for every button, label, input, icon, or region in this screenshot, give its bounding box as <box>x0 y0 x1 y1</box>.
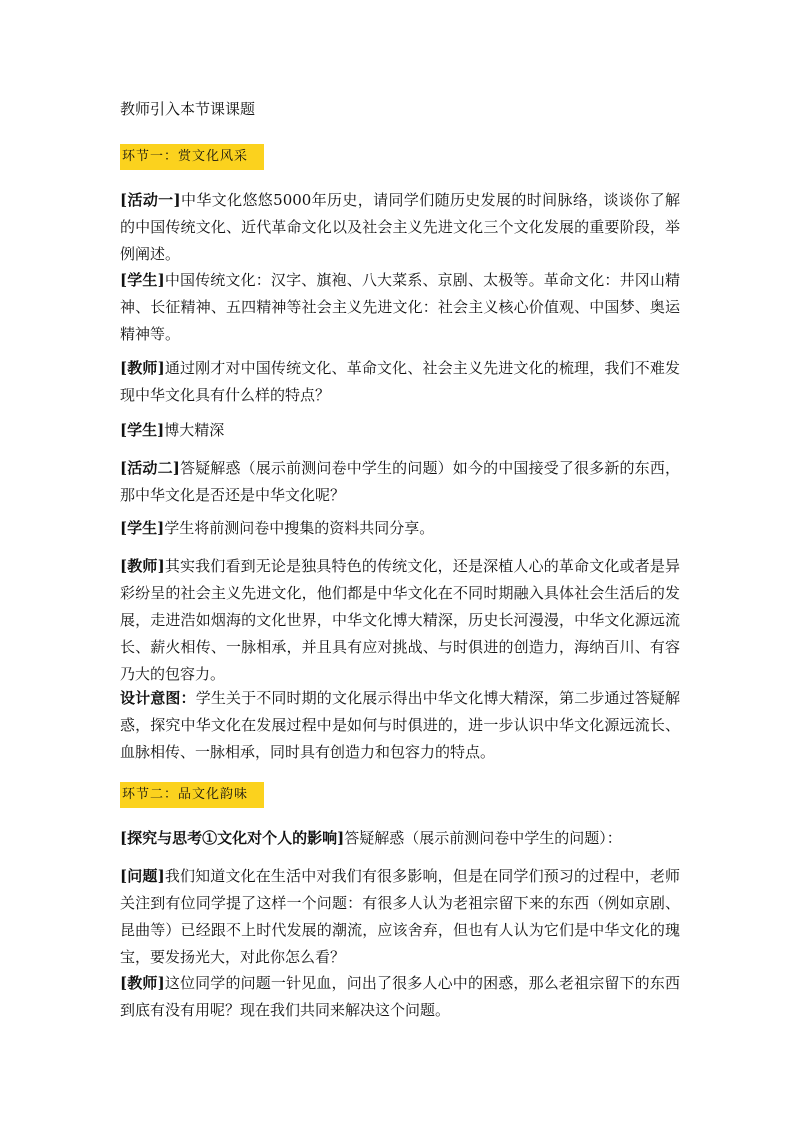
paragraph-text: 通过刚才对中国传统文化、革命文化、社会主义先进文化的梳理，我们不难发现中华文化具有什么样的特点？ <box>120 359 680 404</box>
paragraph-text: 其实我们看到无论是独具特色的传统文化，还是深植人心的革命文化或者是异彩纷呈的社会主义先进文化，他们都是中华文化在不同时期融入具体社会生活后的发展，走进浩如烟海的文化世界，中华文化博大精深，历史长河漫漫，中华文化源远流长、薪火相传、一脉相承，并且具有应对挑战、与时俱进的创造力，海纳百川、有容乃大的包容力。 <box>120 557 680 683</box>
paragraph-tag: [活动一] <box>120 191 181 209</box>
paragraph-text: 答疑解惑（展示前测问卷中学生的问题）： <box>344 829 622 847</box>
intro-text: 教师引入本节课课题 <box>120 100 256 118</box>
section-banner-1: 环节一：赏文化风采 <box>120 144 264 170</box>
paragraph-text: 学生关于不同时期的文化展示得出中华文化博大精深，第二步通过答疑解惑，探究中华文化在发展过程中是如何与时俱进的，进一步认识中华文化源远流长、血脉相传、一脉相承，同时具有创造力和包容力的特点。 <box>120 689 680 761</box>
paragraph-question <box>120 863 680 971</box>
paragraph-tag: [教师] <box>120 974 165 992</box>
paragraph-tag: [活动二] <box>120 459 180 477</box>
paragraph-student-3 <box>120 515 680 542</box>
paragraph-tag: [学生] <box>120 271 165 289</box>
paragraph-tag: [教师] <box>120 557 165 575</box>
paragraph-tag: [探究与思考①文化对个人的影响] <box>120 829 345 847</box>
paragraph-tag: [学生] <box>120 421 165 439</box>
paragraph-activity-1 <box>120 187 680 268</box>
paragraph-student-2 <box>120 417 680 444</box>
paragraph-design-intent <box>120 685 680 766</box>
paragraph-teacher-3 <box>120 970 680 1024</box>
paragraph-text: 中华文化悠悠5000年历史，请同学们随历史发展的时间脉络，谈谈你了解的中国传统文化、近代革命文化以及社会主义先进文化三个文化发展的重要阶段，举例阐述。 <box>120 191 680 263</box>
paragraph-tag: [教师] <box>120 359 165 377</box>
paragraph-text: 学生将前测问卷中搜集的资料共同分享。 <box>164 519 435 537</box>
paragraph-tag: [学生] <box>120 519 165 537</box>
paragraph-tag: 设计意图： <box>120 689 196 707</box>
paragraph-tag: [问题] <box>120 867 165 885</box>
paragraph-text: 这位同学的问题一针见血，问出了很多人心中的困惑，那么老祖宗留下的东西到底有没有用呢？现在我们共同来解决这个问题。 <box>120 974 680 1019</box>
paragraph-activity-2 <box>120 455 680 509</box>
paragraph-teacher-2 <box>120 553 680 688</box>
paragraph-text: 我们知道文化在生活中对我们有很多影响，但是在同学们预习的过程中，老师关注到有位同学提了这样一个问题：有很多人认为老祖宗留下来的东西（例如京剧、昆曲等）已经跟不上时代发展的潮流，应该舍弃，但也有人认为它们是中华文化的瑰宝，要发扬光大，对此你怎么看？ <box>120 867 680 966</box>
paragraph-teacher-1 <box>120 355 680 409</box>
paragraph-student-1 <box>120 267 680 348</box>
paragraph-text: 中国传统文化：汉字、旗袍、八大菜系、京剧、太极等。革命文化：井冈山精神、长征精神、五四精神等社会主义先进文化：社会主义核心价值观、中国梦、奥运精神等。 <box>120 271 680 343</box>
paragraph-explore <box>120 825 680 852</box>
section-banner-2: 环节二：品文化韵味 <box>120 782 264 808</box>
paragraph-text: 博大精深 <box>164 421 225 439</box>
paragraph-text: 答疑解惑（展示前测问卷中学生的问题）如今的中国接受了很多新的东西，那中华文化是否还是中华文化呢？ <box>120 459 680 504</box>
